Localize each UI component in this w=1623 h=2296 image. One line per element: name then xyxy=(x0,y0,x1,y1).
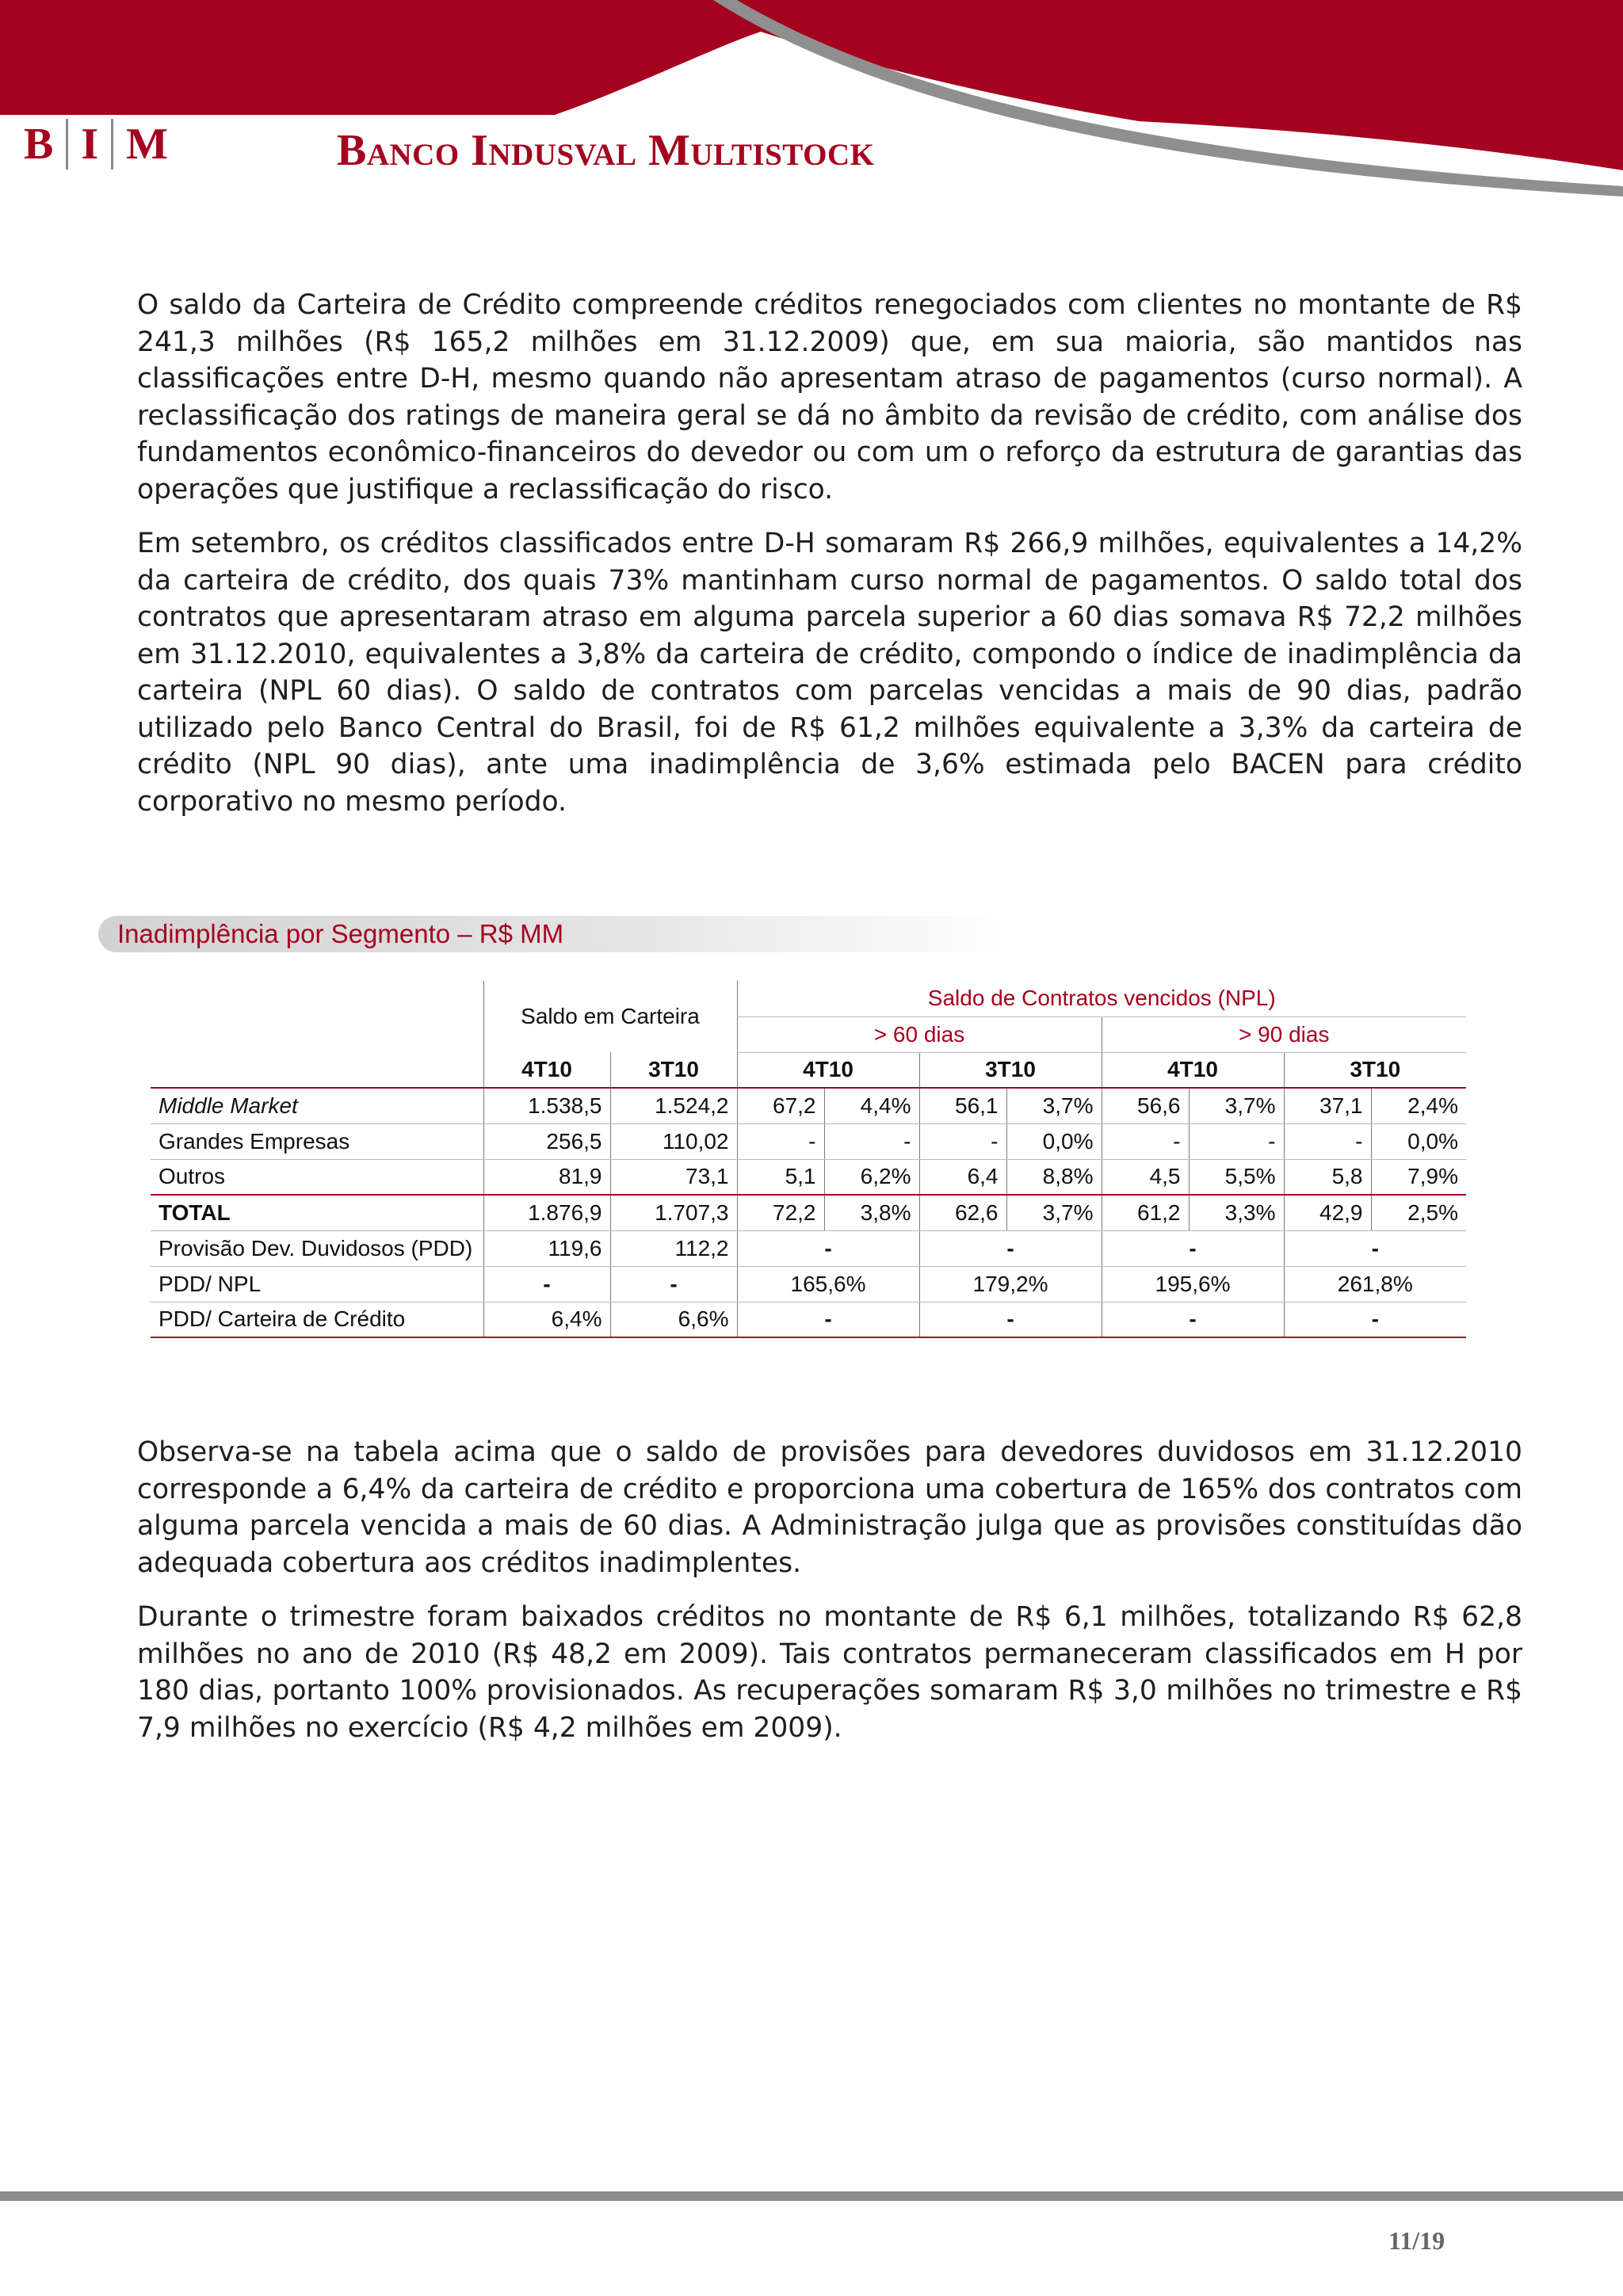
cell: 0,0% xyxy=(1371,1123,1466,1159)
cell: 5,5% xyxy=(1189,1159,1284,1195)
cell: 7,9% xyxy=(1371,1159,1466,1195)
cell: 61,2 xyxy=(1102,1195,1189,1230)
paragraph: Observa-se na tabela acima que o saldo de provisões para devedores duvidosos em 31.12.2010 corresponde a 6,4% da carteira de crédito e proporciona uma cobertura de 165% dos contratos com alguma parcela vencida a mais de 60 dias. A Administração julga que as provisões constituídas dão adequada cobertura aos créditos inadimplentes. xyxy=(137,1436,1522,1579)
cell: - xyxy=(737,1123,824,1159)
cell: 195,6% xyxy=(1102,1266,1284,1302)
cell: - xyxy=(483,1266,610,1302)
cell: 1.538,5 xyxy=(483,1088,610,1123)
page-number: 11/19 xyxy=(1388,2226,1445,2255)
cell: 3,7% xyxy=(1189,1088,1284,1123)
bank-name: Banco Indusval Multistock xyxy=(337,126,875,175)
cell: 6,2% xyxy=(824,1159,919,1195)
row-label: Grandes Empresas xyxy=(151,1123,483,1159)
section-title: Inadimplência por Segmento – R$ MM xyxy=(117,919,564,948)
period-header: 3T10 xyxy=(1284,1052,1466,1088)
cell: - xyxy=(919,1302,1102,1337)
cell: 261,8% xyxy=(1284,1266,1466,1302)
period-header: 3T10 xyxy=(919,1052,1102,1088)
logo-separator xyxy=(111,119,113,170)
body-top xyxy=(137,287,1522,837)
cell: 1.524,2 xyxy=(610,1088,737,1123)
logo-separator xyxy=(66,119,68,170)
cell: - xyxy=(919,1123,1006,1159)
footer-bar xyxy=(0,2191,1623,2201)
cell: - xyxy=(1284,1302,1466,1337)
row-label: TOTAL xyxy=(151,1195,483,1230)
table-row xyxy=(151,1302,1466,1337)
cell: 6,4% xyxy=(483,1302,610,1337)
table-row xyxy=(151,1266,1466,1302)
cell: 4,4% xyxy=(824,1088,919,1123)
cell: 256,5 xyxy=(483,1123,610,1159)
cell: - xyxy=(610,1266,737,1302)
cell: 73,1 xyxy=(610,1159,737,1195)
cell: 56,1 xyxy=(919,1088,1006,1123)
cell: 0,0% xyxy=(1006,1123,1102,1159)
header-saldo: Saldo em Carteira xyxy=(483,981,737,1052)
period-header: 3T10 xyxy=(610,1052,737,1088)
table-row xyxy=(151,1230,1466,1266)
row-label: PDD/ NPL xyxy=(151,1266,483,1302)
row-label: Provisão Dev. Duvidosos (PDD) xyxy=(151,1230,483,1266)
logo-letter-i: I xyxy=(81,120,99,169)
paragraph: Em setembro, os créditos classificados entre D-H somaram R$ 266,9 milhões, equivalentes a 14,2% da carteira de crédito, dos quais 73% mantinham curso normal de pagamentos. O saldo total dos contratos que apresentaram atraso em alguma parcela superior a 60 dias somava R$ 72,2 milhões em 31.12.2010, equivalentes a 3,8% da carteira de crédito, compondo o índice de inadimplência da carteira (NPL 60 dias). O saldo de contratos com parcelas vencidas a mais de 90 dias, padrão utilizado pelo Banco Central do Brasil, foi de R$ 61,2 milhões equivalente a 3,3% da carteira de crédito (NPL 90 dias), ante uma inadimplência de 3,6% estimada pelo BACEN para crédito corporativo no mesmo período. xyxy=(137,528,1522,818)
cell: 3,8% xyxy=(824,1195,919,1230)
cell: 179,2% xyxy=(919,1266,1102,1302)
cell: 8,8% xyxy=(1006,1159,1102,1195)
cell: 2,5% xyxy=(1371,1195,1466,1230)
bim-logo xyxy=(24,119,168,170)
cell: - xyxy=(1284,1230,1466,1266)
body-bottom xyxy=(137,1434,1522,1764)
row-label: PDD/ Carteira de Crédito xyxy=(151,1302,483,1337)
row-label: Outros xyxy=(151,1159,483,1195)
table-row xyxy=(151,1123,1466,1159)
header-npl90: > 90 dias xyxy=(1102,1016,1466,1052)
table-period-row xyxy=(151,1052,1466,1088)
paragraph: O saldo da Carteira de Crédito compreende créditos renegociados com clientes no montante de R$ 241,3 milhões (R$ 165,2 milhões em 31.12.2009) que, em sua maioria, são mantidos nas classificações entre D-H, mesmo quando não apresentam atraso de pagamentos (curso normal). A reclassificação dos ratings de maneira geral se dá no âmbito da revisão de crédito, com análise dos fundamentos econômico-financeiros do devedor ou com um o reforço da estrutura de garantias das operações que justifique a reclassificação do risco. xyxy=(137,289,1522,505)
cell: 112,2 xyxy=(610,1230,737,1266)
paragraph: Durante o trimestre foram baixados créditos no montante de R$ 6,1 milhões, totalizando R$ 62,8 milhões no ano de 2010 (R$ 48,2 em 2009). Tais contratos permaneceram classificados em H por 180 dias, portanto 100% provisionados. As recuperações somaram R$ 3,0 milhões no trimestre e R$ 7,9 milhões no exercício (R$ 4,2 milhões em 2009). xyxy=(137,1601,1522,1744)
header-blank xyxy=(151,1052,483,1088)
section-heading xyxy=(98,916,1018,952)
cell: 5,1 xyxy=(737,1159,824,1195)
table-total-row xyxy=(151,1195,1466,1230)
cell: 81,9 xyxy=(483,1159,610,1195)
cell: - xyxy=(737,1230,919,1266)
cell: 3,7% xyxy=(1006,1088,1102,1123)
cell: 62,6 xyxy=(919,1195,1006,1230)
cell: 6,6% xyxy=(610,1302,737,1337)
cell: 37,1 xyxy=(1284,1088,1371,1123)
cell: 5,8 xyxy=(1284,1159,1371,1195)
cell: - xyxy=(1102,1123,1189,1159)
page-header xyxy=(0,0,1623,206)
cell: 3,7% xyxy=(1006,1195,1102,1230)
cell: 165,6% xyxy=(737,1266,919,1302)
npl-table xyxy=(151,981,1466,1338)
cell: 56,6 xyxy=(1102,1088,1189,1123)
cell: 3,3% xyxy=(1189,1195,1284,1230)
cell: 2,4% xyxy=(1371,1088,1466,1123)
cell: - xyxy=(1102,1302,1284,1337)
period-header: 4T10 xyxy=(483,1052,610,1088)
period-header: 4T10 xyxy=(737,1052,919,1088)
logo-letter-b: B xyxy=(24,120,54,169)
table-row xyxy=(151,1088,1466,1123)
cell: - xyxy=(1102,1230,1284,1266)
cell: 42,9 xyxy=(1284,1195,1371,1230)
cell: - xyxy=(824,1123,919,1159)
cell: - xyxy=(1284,1123,1371,1159)
row-label: Middle Market xyxy=(151,1088,483,1123)
cell: 1.876,9 xyxy=(483,1195,610,1230)
header-npl60: > 60 dias xyxy=(737,1016,1102,1052)
cell: 119,6 xyxy=(483,1230,610,1266)
header-npl: Saldo de Contratos vencidos (NPL) xyxy=(737,981,1466,1016)
cell: 6,4 xyxy=(919,1159,1006,1195)
logo-letter-m: M xyxy=(126,120,169,169)
cell: 1.707,3 xyxy=(610,1195,737,1230)
cell: - xyxy=(737,1302,919,1337)
table-row xyxy=(151,1159,1466,1195)
table-header-row xyxy=(151,981,1466,1016)
cell: 72,2 xyxy=(737,1195,824,1230)
cell: 110,02 xyxy=(610,1123,737,1159)
cell: 67,2 xyxy=(737,1088,824,1123)
cell: - xyxy=(1189,1123,1284,1159)
cell: - xyxy=(919,1230,1102,1266)
period-header: 4T10 xyxy=(1102,1052,1284,1088)
cell: 4,5 xyxy=(1102,1159,1189,1195)
header-blank xyxy=(151,981,483,1052)
